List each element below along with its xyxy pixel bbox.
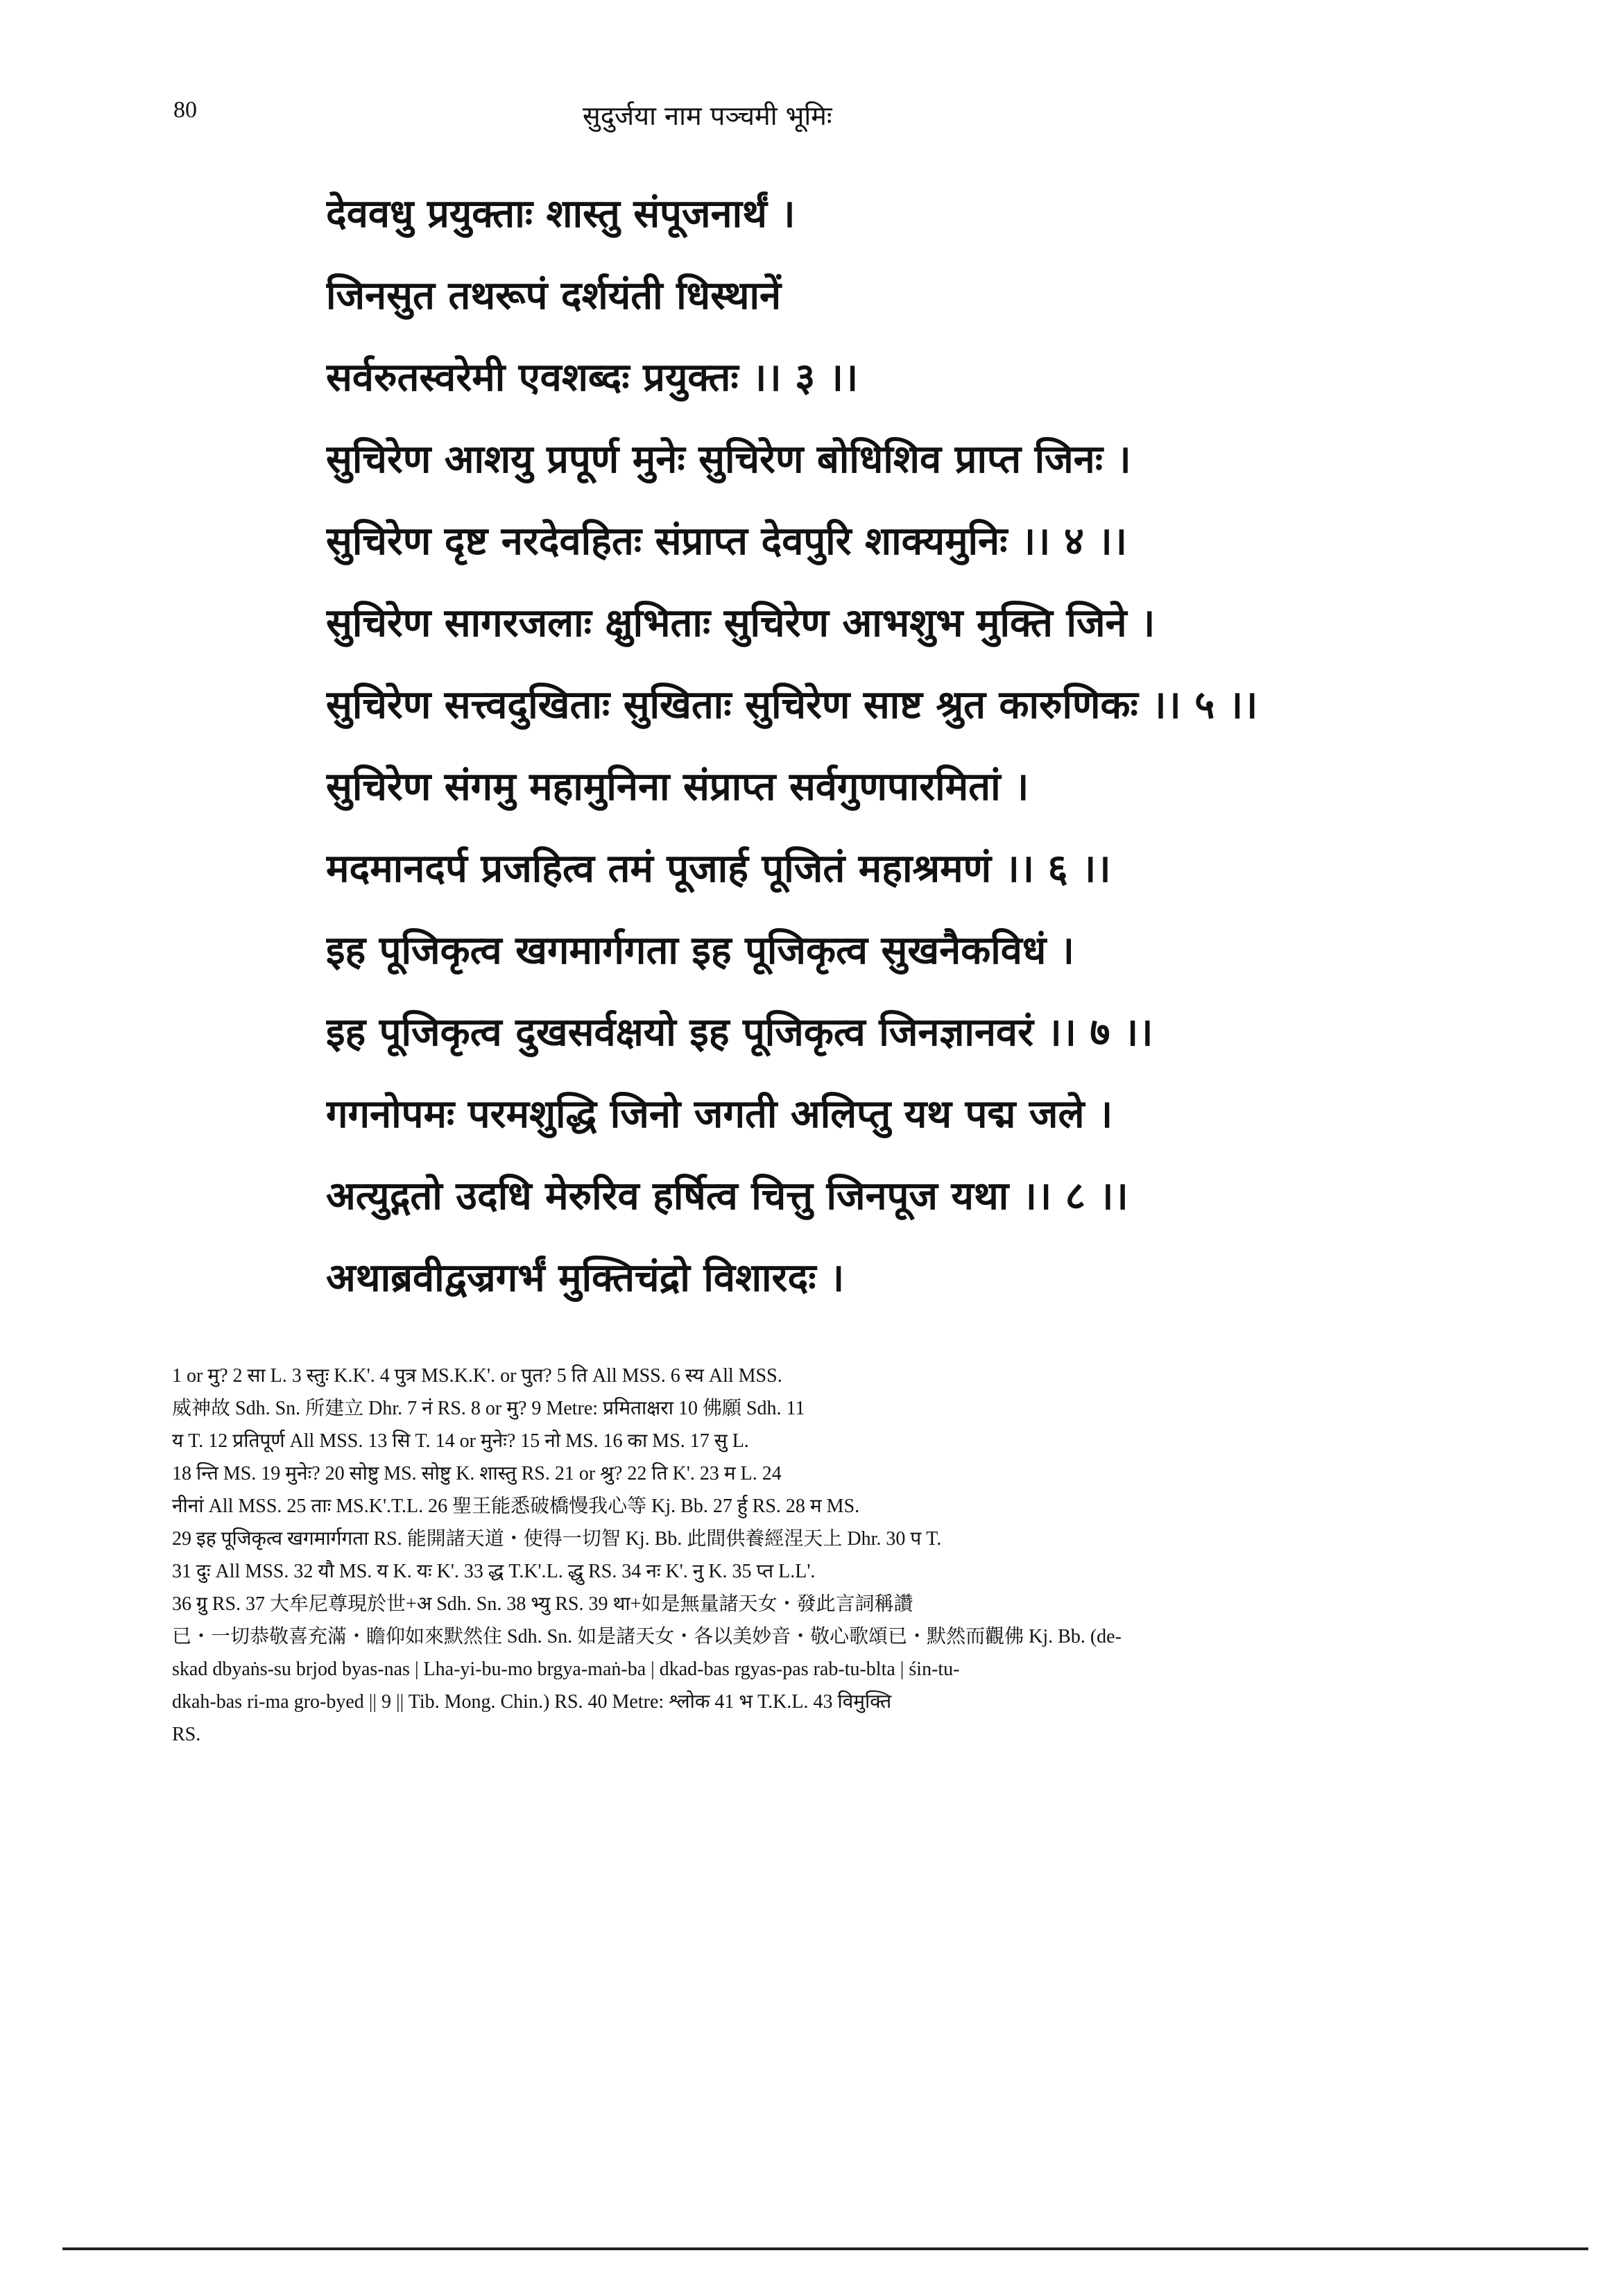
verse-line: सुचिरेण सागरजलाः क्षुभिताः सुचिरेण आभशुभ मुक्ति जिने ।: [326, 601, 1156, 646]
verse-line: अत्युद्गतो उदधि मेरुरिव हर्षित्व चित्तु जिनपूज यथा ।। ८ ।।: [326, 1174, 1128, 1219]
verse-line: इह पूजिकृत्व खगमार्गगता इह पूजिकृत्व सुखनैकविधं ।: [326, 928, 1075, 973]
verse-line: सुचिरेण सत्त्वदुखिताः सुखिताः सुचिरेण साष्ट श्रुत कारुणिकः ।। ५ ।।: [326, 683, 1258, 728]
footnote-line: 18 न्ति MS. 19 मुनेः? 20 सोष्टु MS. सोष्टु K. शास्तु RS. 21 or श्रु? 22 ति K'. 23 म L. 24: [172, 1463, 782, 1484]
running-head: सुदुर्जया नाम पञ्चमी भूमिः: [583, 101, 832, 131]
footnote-line: skad dbyaṅs-su brjod byas-nas | Lha-yi-bu-mo brgya-maṅ-ba | dkad-bas rgyas-pas rab-tu-blta | śin-tu-: [172, 1659, 960, 1680]
verse-line: इह पूजिकृत्व दुखसर्वक्षयो इह पूजिकृत्व जिनज्ञानवरं ।। ७ ।।: [326, 1010, 1153, 1055]
verse-line: अथाब्रवीद्वज्रगर्भं मुक्तिचंद्रो विशारदः ।: [326, 1256, 845, 1301]
footnote-line: 威神故 Sdh. Sn. 所建立 Dhr. 7 नं RS. 8 or मु? 9 Metre: प्रमिताक्षरा 10 佛願 Sdh. 11: [172, 1398, 805, 1419]
footnotes: [172, 1360, 1414, 1751]
verse-line: सुचिरेण दृष्ट नरदेवहितः संप्राप्त देवपुरि शाक्यमुनिः ।। ४ ।।: [326, 519, 1127, 564]
footnote-line: नीनां All MSS. 25 ताः MS.K'.T.L. 26 聖王能悉破橋慢我心等 Kj. Bb. 27 र्हु RS. 28 म MS.: [172, 1496, 860, 1517]
verse-line: सुचिरेण आशयु प्रपूर्ण मुनेः सुचिरेण बोधिशिव प्राप्त जिनः ।: [326, 437, 1131, 482]
bottom-rule: [62, 2247, 1588, 2250]
verse-line: मदमानदर्प प्रजहित्व तमं पूजार्ह पूजितं महाश्रमणं ।। ६ ।।: [326, 846, 1111, 891]
verse-line: जिनसुत तथरूपं दर्शयंती धिस्थानें: [326, 273, 782, 318]
footnote-line: RS.: [172, 1724, 201, 1745]
footnote-line: dkah-bas ri-ma gro-byed || 9 || Tib. Mong. Chin.) RS. 40 Metre: श्लोक 41 भ T.K.L. 43 विमुक्ति: [172, 1691, 892, 1713]
footnote-line: 31 दुः All MSS. 32 यौ MS. य K. यः K'. 33 द्ध T.K'.L. द्धु RS. 34 नः K'. नु K. 35 प्त L.L'.: [172, 1561, 816, 1582]
page-number: 80: [173, 97, 197, 123]
footnote-line: 已・一切恭敬喜充滿・瞻仰如來默然住 Sdh. Sn. 如是諸天女・各以美妙音・敬心歌頌已・默然而觀佛 Kj. Bb. (de-: [172, 1626, 1122, 1647]
verse-line: सुचिरेण संगमु महामुनिना संप्राप्त सर्वगुणपारमितां ।: [326, 764, 1029, 809]
footnote-line: 36 ग्रु RS. 37 大牟尼尊現於世+अ Sdh. Sn. 38 भ्यु RS. 39 था+如是無量諸天女・發此言詞稱讚: [172, 1593, 913, 1615]
verse-block: [326, 173, 1505, 1319]
footnote-line: 1 or मु? 2 सा L. 3 स्तुः K.K'. 4 पुत्र MS.K.K'. or पुत? 5 ति All MSS. 6 स्य All MSS.: [172, 1365, 782, 1387]
verse-line: गगनोपमः परमशुद्धि जिनो जगती अलिप्तु यथ पद्म जले ।: [326, 1092, 1113, 1137]
verse-line: सर्वरुतस्वरेमी एवशब्दः प्रयुक्तः ।। ३ ।।: [326, 355, 859, 400]
footnote-line: 29 इह पूजिकृत्व खगमार्गगता RS. 能開諸天道・使得一切智 Kj. Bb. 此間供養經涅天上 Dhr. 30 प T.: [172, 1528, 942, 1550]
verse-line: देववधु प्रयुक्ताः शास्तु संपूजनार्थं ।: [326, 191, 796, 237]
footnote-line: य T. 12 प्रतिपूर्ण All MSS. 13 सि T. 14 or मुनेः? 15 नो MS. 16 का MS. 17 सु L.: [172, 1430, 749, 1452]
